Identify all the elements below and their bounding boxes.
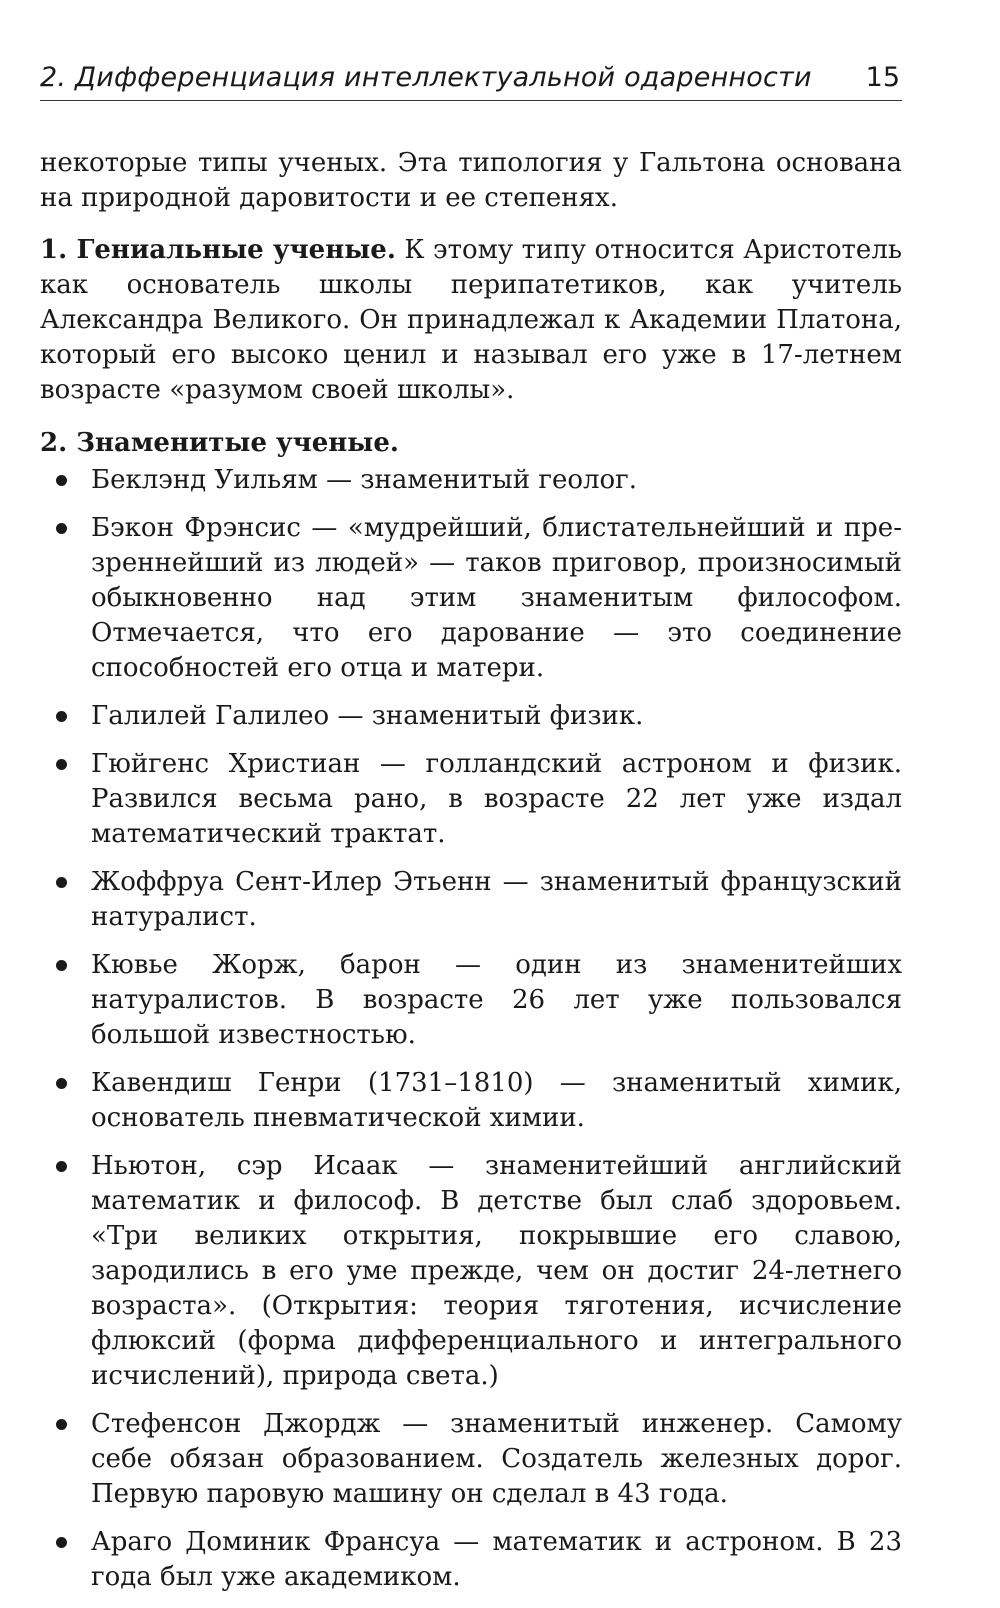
list-item — [40, 948, 902, 1053]
list-item-text: Араго Доминик Франсуа — математик и астроном. В 23 года был уже академиком. — [91, 1527, 902, 1592]
famous-scientists-list — [40, 463, 902, 1595]
genius-scientists-text: К этому типу относится Аристотель как основатель школы перипатетиков, как учитель Александра Великого. Он принадлежал к Академии Платона, который его высоко ценил и называл его уже в 17-летнем возрасте «разумом своей школы». — [40, 235, 902, 405]
list-item — [40, 699, 902, 734]
bullet-icon — [56, 877, 67, 888]
bullet-icon — [56, 960, 67, 971]
list-item-text: Кювье Жорж, барон — один из знаменитейших натуралистов. В возрасте 26 лет уже пользовался большой известностью. — [91, 950, 902, 1050]
running-header — [40, 58, 902, 101]
chapter-title: 2. Дифференциация интеллектуальной одаренности — [40, 62, 812, 93]
bullet-icon — [56, 523, 67, 534]
bullet-icon — [56, 1537, 67, 1548]
famous-scientists-heading: 2. Знаменитые ученые. — [40, 428, 399, 458]
bullet-icon — [56, 1161, 67, 1172]
intro-paragraph: некоторые типы ученых. Эта типология у Гальтона основана на природной даровитости и ее степенях. — [40, 148, 902, 213]
page-number: 15 — [865, 62, 900, 93]
list-item — [40, 1149, 902, 1394]
list-item — [40, 747, 902, 852]
genius-scientists-heading: 1. Гениальные ученые. — [40, 235, 396, 265]
list-item — [40, 1066, 902, 1136]
list-item — [40, 463, 902, 498]
list-item — [40, 511, 902, 686]
genius-scientists-paragraph — [40, 233, 902, 408]
list-item-text: Галилей Галилео — знаменитый физик. — [91, 701, 644, 731]
bullet-icon — [56, 1078, 67, 1089]
list-item-text: Гюйгенс Христиан — голландский астроном и физик. Развился весьма рано, в возрасте 22 лет уже издал математический трактат. — [91, 749, 902, 849]
list-item-text: Жоффруа Сент-Илер Этьенн — знаменитый французский натуралист. — [91, 867, 902, 932]
list-item-text: Кавендиш Генри (1731–1810) — знаменитый химик, основатель пневматической химии. — [91, 1068, 902, 1133]
bullet-icon — [56, 475, 67, 486]
list-item-text: Бэкон Фрэнсис — «мудрейший, блистательнейший и презреннейший из людей» — таков приговор, произносимый обыкновенно над этим знаменитым философом. Отмечается, что его дарование — это соединение способностей его отца и матери. — [91, 513, 902, 683]
body-text — [40, 146, 902, 1608]
bullet-icon — [56, 711, 67, 722]
bullet-icon — [56, 1419, 67, 1430]
list-item-text: Ньютон, сэр Исаак — знаменитейший английский математик и философ. В детстве был слаб здоровьем. «Три великих открытия, покрывшие его славою, зародились в его уме прежде, чем он достиг 24-летнего возраста». (Открытия: теория тяготения, исчисление флюксий (форма дифференциального и интегрального исчислений), природа света.) — [91, 1151, 902, 1391]
list-item — [40, 865, 902, 935]
bullet-icon — [56, 759, 67, 770]
list-item — [40, 1407, 902, 1512]
list-item-text: Стефенсон Джордж — знаменитый инженер. Самому себе обязан образованием. Создатель железных дорог. Первую паровую машину он сделал в 43 года. — [91, 1409, 902, 1509]
list-item-text: Беклэнд Уильям — знаменитый геолог. — [91, 465, 638, 495]
list-item — [40, 1525, 902, 1595]
